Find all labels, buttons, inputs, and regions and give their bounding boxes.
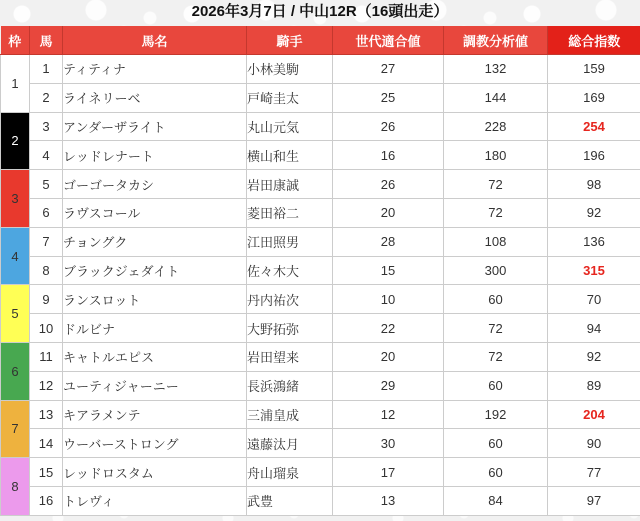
horse-name-cell: レッドレナート: [63, 141, 247, 170]
generation-value-cell: 27: [333, 55, 444, 84]
jockey-name-cell: 長浜鴻緒: [247, 371, 333, 400]
total-index-cell: 204: [548, 400, 640, 429]
horse-row: [1, 400, 640, 429]
generation-value-cell: 26: [333, 112, 444, 141]
horse-number-cell: 8: [30, 256, 63, 285]
horse-number-cell: 6: [30, 198, 63, 227]
horse-row: [1, 342, 640, 371]
horse-row: [1, 227, 640, 256]
generation-value-cell: 28: [333, 227, 444, 256]
horse-name-cell: ブラックジェダイト: [63, 256, 247, 285]
horse-row: [1, 141, 640, 170]
horse-name-cell: ライネリーベ: [63, 83, 247, 112]
total-index-cell: 89: [548, 371, 640, 400]
horse-name-cell: ランスロット: [63, 285, 247, 314]
horse-number-cell: 11: [30, 342, 63, 371]
jockey-name-cell: 舟山瑠泉: [247, 458, 333, 487]
generation-value-cell: 29: [333, 371, 444, 400]
jockey-name-cell: 江田照男: [247, 227, 333, 256]
horse-name-cell: ユーティジャーニー: [63, 371, 247, 400]
training-value-cell: 84: [444, 486, 548, 515]
horse-name-cell: レッドロスタム: [63, 458, 247, 487]
generation-value-cell: 30: [333, 429, 444, 458]
column-header-5: 調教分析値: [444, 26, 548, 55]
total-index-cell: 97: [548, 486, 640, 515]
horse-number-cell: 14: [30, 429, 63, 458]
training-value-cell: 60: [444, 429, 548, 458]
training-value-cell: 180: [444, 141, 548, 170]
training-value-cell: 72: [444, 342, 548, 371]
generation-value-cell: 25: [333, 83, 444, 112]
training-value-cell: 60: [444, 458, 548, 487]
total-index-cell: 70: [548, 285, 640, 314]
training-value-cell: 144: [444, 83, 548, 112]
total-index-cell: 136: [548, 227, 640, 256]
generation-value-cell: 17: [333, 458, 444, 487]
table-body: [1, 55, 640, 516]
frame-number-cell: 6: [1, 342, 30, 400]
total-index-cell: 98: [548, 170, 640, 199]
training-value-cell: 192: [444, 400, 548, 429]
training-value-cell: 60: [444, 371, 548, 400]
header-row: [1, 26, 640, 55]
jockey-name-cell: 岩田望来: [247, 342, 333, 371]
jockey-name-cell: 三浦皇成: [247, 400, 333, 429]
horse-row: [1, 371, 640, 400]
horse-row: [1, 285, 640, 314]
jockey-name-cell: 菱田裕二: [247, 198, 333, 227]
horse-number-cell: 4: [30, 141, 63, 170]
horse-number-cell: 16: [30, 486, 63, 515]
race-index-table: [0, 26, 640, 516]
horse-name-cell: キアラメンテ: [63, 400, 247, 429]
horse-number-cell: 12: [30, 371, 63, 400]
horse-row: [1, 314, 640, 343]
frame-number-cell: 8: [1, 458, 30, 516]
training-value-cell: 60: [444, 285, 548, 314]
horse-row: [1, 198, 640, 227]
total-index-cell: 77: [548, 458, 640, 487]
jockey-name-cell: 佐々木大: [247, 256, 333, 285]
horse-row: [1, 112, 640, 141]
frame-number-cell: 1: [1, 55, 30, 113]
generation-value-cell: 15: [333, 256, 444, 285]
horse-number-cell: 1: [30, 55, 63, 84]
horse-number-cell: 15: [30, 458, 63, 487]
total-index-cell: 92: [548, 198, 640, 227]
jockey-name-cell: 丸山元気: [247, 112, 333, 141]
total-index-cell: 169: [548, 83, 640, 112]
horse-number-cell: 2: [30, 83, 63, 112]
generation-value-cell: 26: [333, 170, 444, 199]
generation-value-cell: 20: [333, 198, 444, 227]
training-value-cell: 300: [444, 256, 548, 285]
frame-number-cell: 2: [1, 112, 30, 170]
total-index-cell: 94: [548, 314, 640, 343]
horse-row: [1, 170, 640, 199]
jockey-name-cell: 丹内祐次: [247, 285, 333, 314]
horse-number-cell: 10: [30, 314, 63, 343]
horse-row: [1, 256, 640, 285]
total-index-cell: 159: [548, 55, 640, 84]
jockey-name-cell: 大野拓弥: [247, 314, 333, 343]
training-value-cell: 72: [444, 198, 548, 227]
training-value-cell: 108: [444, 227, 548, 256]
column-header-0: 枠: [1, 26, 30, 55]
frame-number-cell: 5: [1, 285, 30, 343]
horse-name-cell: トレヴィ: [63, 486, 247, 515]
column-header-3: 騎手: [247, 26, 333, 55]
horse-name-cell: ウーバーストロング: [63, 429, 247, 458]
total-index-cell: 90: [548, 429, 640, 458]
generation-value-cell: 16: [333, 141, 444, 170]
total-index-cell: 92: [548, 342, 640, 371]
generation-value-cell: 13: [333, 486, 444, 515]
column-header-6: 総合指数: [548, 26, 640, 55]
horse-name-cell: アンダーザライト: [63, 112, 247, 141]
training-value-cell: 228: [444, 112, 548, 141]
generation-value-cell: 12: [333, 400, 444, 429]
jockey-name-cell: 横山和生: [247, 141, 333, 170]
frame-number-cell: 4: [1, 227, 30, 285]
horse-number-cell: 3: [30, 112, 63, 141]
frame-number-cell: 7: [1, 400, 30, 458]
generation-value-cell: 22: [333, 314, 444, 343]
horse-number-cell: 5: [30, 170, 63, 199]
jockey-name-cell: 武豊: [247, 486, 333, 515]
horse-number-cell: 7: [30, 227, 63, 256]
training-value-cell: 132: [444, 55, 548, 84]
horse-row: [1, 55, 640, 84]
jockey-name-cell: 遠藤汰月: [247, 429, 333, 458]
horse-name-cell: チョングク: [63, 227, 247, 256]
horse-name-cell: キャトルエピス: [63, 342, 247, 371]
jockey-name-cell: 岩田康誠: [247, 170, 333, 199]
total-index-cell: 254: [548, 112, 640, 141]
horse-row: [1, 429, 640, 458]
frame-number-cell: 3: [1, 170, 30, 228]
horse-number-cell: 9: [30, 285, 63, 314]
horse-row: [1, 486, 640, 515]
column-header-4: 世代適合値: [333, 26, 444, 55]
horse-row: [1, 458, 640, 487]
training-value-cell: 72: [444, 314, 548, 343]
training-value-cell: 72: [444, 170, 548, 199]
total-index-cell: 315: [548, 256, 640, 285]
column-header-2: 馬名: [63, 26, 247, 55]
horse-number-cell: 13: [30, 400, 63, 429]
horse-name-cell: ティティナ: [63, 55, 247, 84]
page-title: 2026年3月7日 / 中山12R（16頭出走）: [191, 3, 449, 20]
horse-name-cell: ゴーゴータカシ: [63, 170, 247, 199]
horse-name-cell: ラヴスコール: [63, 198, 247, 227]
column-header-1: 馬: [30, 26, 63, 55]
horse-name-cell: ドルビナ: [63, 314, 247, 343]
generation-value-cell: 10: [333, 285, 444, 314]
horse-row: [1, 83, 640, 112]
generation-value-cell: 20: [333, 342, 444, 371]
jockey-name-cell: 戸崎圭太: [247, 83, 333, 112]
total-index-cell: 196: [548, 141, 640, 170]
jockey-name-cell: 小林美駒: [247, 55, 333, 84]
